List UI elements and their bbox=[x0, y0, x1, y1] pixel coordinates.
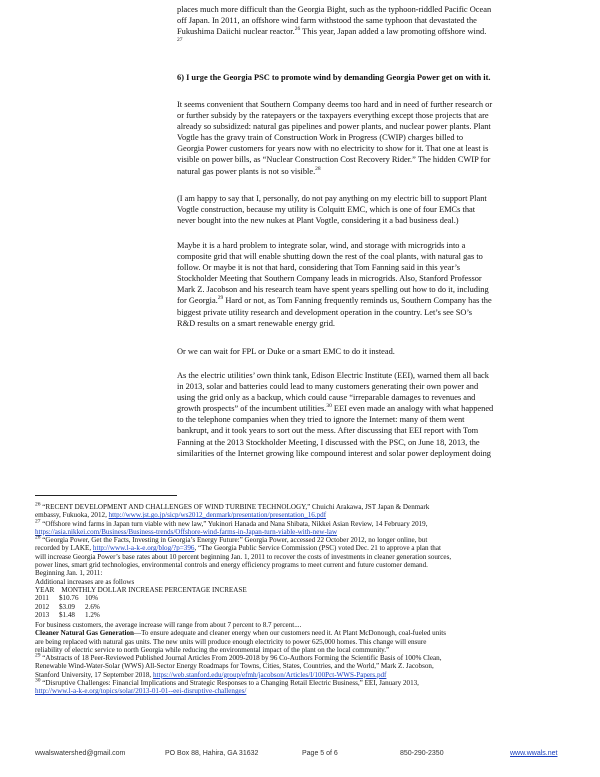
table-row: 2011 $10.76 10% bbox=[35, 594, 99, 603]
text-line: to the telephone companies when they tried to ignore the Internet: many of them went bbox=[177, 415, 465, 425]
text-line: in 2013, solar and batteries could lead to many customers generating their own power and bbox=[177, 382, 479, 392]
footer-address: PO Box 88, Hahira, GA 31632 bbox=[165, 750, 259, 757]
footnote-separator bbox=[35, 495, 177, 496]
table-header: YEAR MONTHLY DOLLAR INCREASE PERCENTAGE INCREASE bbox=[35, 586, 247, 594]
text-line: (I am happy to say that I, personally, do not pay anything on my electric bill to support Plant bbox=[177, 194, 487, 203]
text-line: for Georgia.$^{29}$ Hard or not, as Tom Fanning frequently reminds us, Southern Company has the bbox=[177, 295, 492, 306]
footnote-ref-26[interactable]: 26 bbox=[294, 26, 301, 33]
text-line: bankrupt, and it took years to sort out the mess. After discussing that EEI report with Tom bbox=[177, 426, 479, 436]
top-paragraph bbox=[177, 4, 577, 48]
rate-increase-table bbox=[35, 586, 247, 619]
footer-phone: 850-290-2350 bbox=[400, 750, 444, 757]
footnote-link[interactable]: https://asia.nikkei.com/Business/Business-trends/Offshore-wind-farms-in-Japan-turn-viable-with-new-law bbox=[35, 527, 338, 536]
table-row: 2012 $3.09 2.6% bbox=[35, 602, 100, 611]
footnotes-block bbox=[35, 503, 575, 586]
text-line: places much more difficult than the Georgia Bight, such as the typhoon-riddled Pacific Ocean bbox=[177, 5, 492, 14]
footnote-line: Renewable Wind-Water-Solar (WWS) All-Sector Energy Roadmaps for Towns, Cities, States, Countries, and the World,” Mark Z. Jacobson, bbox=[35, 662, 434, 671]
footnote-link[interactable]: https://web.stanford.edu/group/efmh/jacobson/Articles/I/100Pct-WWS-Papers.pdf bbox=[152, 670, 387, 679]
footnote-line: power lines, smart grid technologies, environmental controls and energy efficiency programs to meet current and future customer demand. bbox=[35, 561, 428, 570]
footnotes-continued bbox=[35, 621, 575, 696]
footnote-29: $^{29}$ “Abstracts of 18 Peer-Reviewed Published Journal Articles From 2009-2018 by 96 Co-Authors Forming the Scientific Basis of 100% Clean, bbox=[35, 652, 442, 663]
footer-page-number: Page 5 of 6 bbox=[302, 750, 338, 757]
text-line: Georgia Power customers for years now with no electricity to show for it. That one at least is bbox=[177, 144, 489, 154]
text-line: Vogtle construction, because my utility is Colquitt EMC, which is one of four EMCs that bbox=[177, 205, 476, 215]
text-line: It seems convenient that Southern Company deems too hard and in need of further research or bbox=[177, 100, 493, 109]
paragraph-eei bbox=[177, 370, 577, 459]
footnote-link[interactable]: http://www.jst.go.jp/sicp/ws2012_denmark/presentation/presentation_16.pdf bbox=[108, 511, 327, 520]
text-line bbox=[177, 37, 577, 48]
text-line: follow. Or maybe it is not that hard, considering that Tom Fanning said in this year’s bbox=[177, 263, 461, 273]
text-line: Fukushima Daiichi nuclear reactor.$^{26}$ This year, Japan added a law promoting offshore wind. bbox=[177, 26, 487, 37]
footnote-link[interactable]: http://www.l-a-k-e.org/blog/?p=396 bbox=[92, 544, 195, 553]
text-line: biggest private utility research and development operation in the country. Let’s see SO’s bbox=[177, 307, 473, 317]
footnote-ref-28[interactable]: 28 bbox=[315, 165, 321, 172]
text-line: Fanning at the 2013 Stockholder Meeting, I discussed with the PSC, on June 18, 2013, the bbox=[177, 437, 480, 447]
footnote-link[interactable]: http://www.l-a-k-e.org/topics/solar/2013-01-01--eei-disruptive-challenges/ bbox=[35, 687, 247, 696]
footnote-line: Beginning Jan. 1, 2011: bbox=[35, 569, 103, 578]
footnote-28: $^{28}$ “Georgia Power, Get the Facts, Investing in Georgia’s Energy Future:” Georgia Power, accessed 22 October 2012, no longer online, but bbox=[35, 534, 428, 545]
text-line: growth prospects” of the incumbent utilities.$^{30}$ EEI even made an analogy with what happened bbox=[177, 403, 494, 414]
text-line: already so subsidized: natural gas pipelines and power plants, and nuclear power plants. Plant bbox=[177, 122, 491, 132]
footer-email[interactable]: wwalswatershed@gmail.com bbox=[35, 750, 126, 757]
footnote-ref-29[interactable]: 29 bbox=[217, 295, 224, 302]
footnote-line: embassy, Fukuoka, 2012, http://www.jst.go.jp/sicp/ws2012_denmark/presentation/presentation_16.pdf bbox=[35, 511, 327, 520]
footer-website-link[interactable]: www.wwals.net bbox=[510, 750, 558, 757]
text-line: Stockholder Meeting that Southern Company leads in microgrids. Also, Stanford Professor bbox=[177, 274, 482, 284]
text-line: using the grid only as a backup, which could cause “irreparable damages to revenues and bbox=[177, 393, 476, 403]
text-line: natural gas power plants is not so visible.$^{28}$ bbox=[177, 165, 321, 176]
footnote-26: $^{26}$ “RECENT DEVELOPMENT AND CHALLENGES OF WIND TURBINE TECHNOLOGY,” Chuichi Arakawa, JST Japan & Denmark bbox=[35, 501, 430, 511]
text-line: R&D results on a smart renewable energy grid. bbox=[177, 318, 335, 328]
text-line: As the electric utilities’ own think tank, Edison Electric Institute (EEI), warned them all back bbox=[177, 371, 489, 380]
footnote-line bbox=[35, 687, 575, 695]
footnote-ref-30[interactable]: 30 bbox=[326, 403, 332, 410]
footnote-line: Additional increases are as follows bbox=[35, 577, 135, 586]
paragraph-microgrids bbox=[177, 240, 577, 329]
footnote-line: Cleaner Natural Gas Generation—To ensure adequate and cleaner energy when our customers need it. At Plant McDonough, coal-fueled units bbox=[35, 629, 446, 638]
text-line: off Japan. In 2011, an offshore wind farm withstood the same typhoon that devastated the bbox=[177, 16, 477, 26]
footnote-line bbox=[35, 528, 575, 536]
footnote-30: $^{30}$ “Disruptive Challenges: Financial Implications and Strategic Responses to a Changing Retail Electric Business,” EEI, January 2013, bbox=[35, 677, 419, 688]
text-line: Maybe it is a hard problem to integrate solar, wind, and storage with microgrids into a bbox=[177, 241, 466, 250]
text-line: visible on power bills, as “Nuclear Construction Cost Recovery Rider.” The hidden CWIP for bbox=[177, 155, 491, 165]
footnote-line: Stanford University, 17 September 2018, https://web.stanford.edu/group/efmh/jacobson/Articles/I/100Pct-WWS-Papers.pdf bbox=[35, 670, 387, 679]
paragraph-colquitt bbox=[177, 193, 577, 226]
section-heading: 6) I urge the Georgia PSC to promote wind by demanding Georgia Power get on with it. bbox=[177, 73, 491, 82]
text-line: never bought into the new nukes at Plant Vogtle, considering it a bad business deal.) bbox=[177, 216, 459, 226]
text-line: composite grid that will enable shutting down the rest of the coal plants, with natural gas to bbox=[177, 252, 483, 262]
text-line: Vogtle has the gravy train of Construction Work in Progress (CWIP) charges billed to bbox=[177, 133, 464, 143]
footnote-line: will increase Georgia Power’s base rates about 10 percent beginning Jan. 1, 2011 to recover the costs of investments in cleaner generation sources, bbox=[35, 552, 452, 561]
text-line: Mark Z. Jacobson and his research team have spent years spelling out how to do it, including bbox=[177, 285, 489, 295]
footnote-line: For business customers, the average increase will range from about 7 percent to 8.7 percent.... bbox=[35, 621, 302, 629]
footnote-ref-27[interactable]: 27 bbox=[177, 37, 183, 44]
footnote-line: recorded by LAKE, http://www.l-a-k-e.org/blog/?p=396, “The Georgia Public Service Commission (PSC) voted Dec. 21 to approve a plan that bbox=[35, 544, 441, 553]
paragraph-cwip bbox=[177, 99, 577, 177]
footnote-line: are being replaced with natural gas units. The new units will produce enough electricity to power 625,000 homes. This change will ensure bbox=[35, 637, 427, 646]
text-line: similarities of the Internet growing like compound interest and solar power deployment doing bbox=[177, 448, 491, 458]
footnote-line: reliability of electric service to north Georgia while reducing the environmental impact of the plant on the local community.” bbox=[35, 645, 390, 654]
paragraph-fpl: Or we can wait for FPL or Duke or a smart EMC to do it instead. bbox=[177, 347, 395, 356]
table-row: 2013 $1.48 1.2% bbox=[35, 610, 100, 619]
text-line: or further subsidy by the ratepayers or the taxpayers everything except those projects that are bbox=[177, 111, 489, 121]
footnote-27: $^{27}$ “Offshore wind farms in Japan turn viable with new law,” Yukinori Hanada and Nana Shibata, Nikkei Asian Review, 14 February 2019, bbox=[35, 518, 428, 528]
